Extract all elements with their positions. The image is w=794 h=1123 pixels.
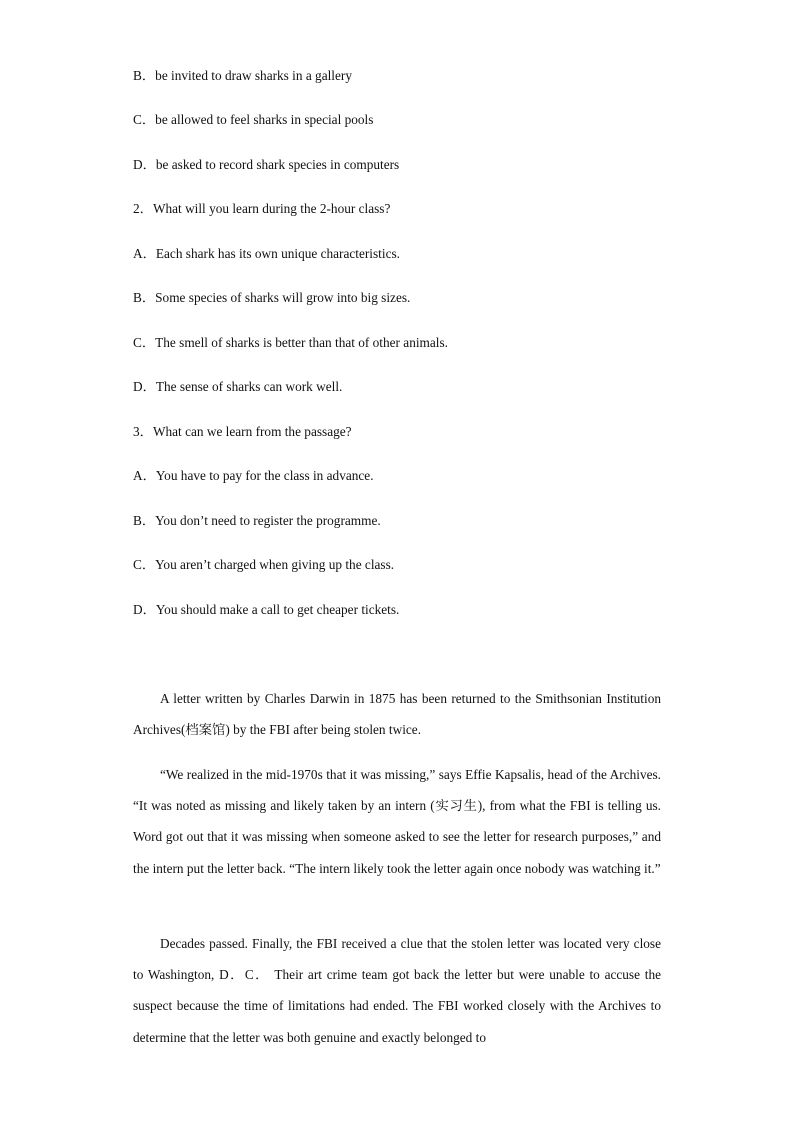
q2-option-a: A．Each shark has its own unique characteristics. bbox=[133, 246, 400, 261]
q3-option-c: C．You aren’t charged when giving up the class. bbox=[133, 557, 395, 572]
passage-paragraph-3: Decades passed. Finally, the FBI received a clue that the stolen letter was located very close to Washington, D．C． Their art crime team got back the letter but were unable to accuse the suspect because the time of limitations had ended. The FBI worked closely with the Archives to determine that the letter was both genuine and exactly belonged to bbox=[133, 936, 661, 1045]
q1-option-b: B．be invited to draw sharks in a gallery bbox=[133, 68, 352, 83]
q3-option-b: B．You don’t need to register the programme. bbox=[133, 513, 381, 528]
q1-option-c: C．be allowed to feel sharks in special pools bbox=[133, 112, 374, 127]
passage-paragraph-2: “We realized in the mid-1970s that it was missing,” says Effie Kapsalis, head of the Archives. “It was noted as missing and likely taken by an intern (实习生), from what the FBI is telling us. Word got out that it was missing when someone asked to see the letter for research purposes,” and the intern put the letter back. “The intern likely took the letter again once nobody was watching it.” bbox=[133, 767, 661, 876]
q2-option-d: D．The sense of sharks can work well. bbox=[133, 379, 343, 394]
passage-paragraph-1: A letter written by Charles Darwin in 1875 has been returned to the Smithsonian Institution Archives(档案馆) by the FBI after being stolen twice. bbox=[133, 691, 661, 738]
q1-option-d: D．be asked to record shark species in computers bbox=[133, 157, 400, 172]
q2-stem: 2．What will you learn during the 2-hour class? bbox=[133, 201, 391, 216]
q3-option-a: A．You have to pay for the class in advance. bbox=[133, 468, 374, 483]
q2-option-b: B．Some species of sharks will grow into big sizes. bbox=[133, 290, 411, 305]
q3-option-d: D．You should make a call to get cheaper tickets. bbox=[133, 602, 400, 617]
q2-option-c: C．The smell of sharks is better than that of other animals. bbox=[133, 335, 448, 350]
q3-stem: 3．What can we learn from the passage? bbox=[133, 424, 352, 439]
